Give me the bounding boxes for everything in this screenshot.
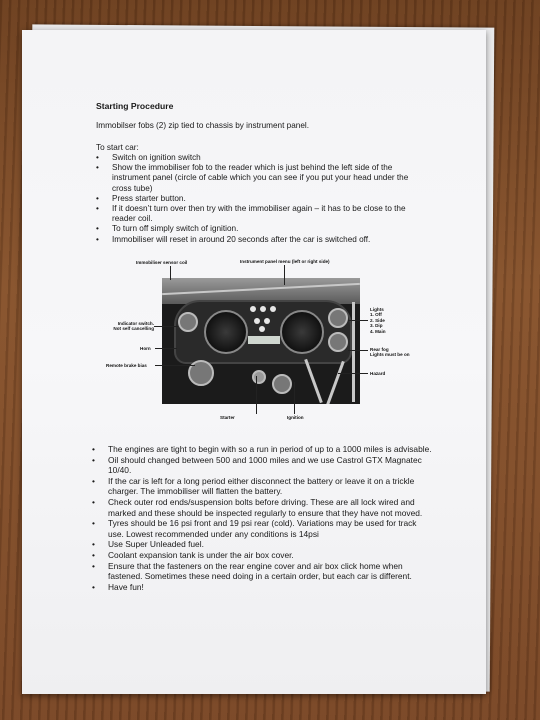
lights-option: 3. Dip [370, 323, 383, 329]
ignition-switch [272, 374, 292, 394]
list-item: • Immobiliser will reset in around 20 seconds after the car is switched off. [96, 235, 426, 245]
page-title: Starting Procedure [96, 101, 174, 111]
lights-option: 4. Main [370, 328, 386, 334]
leader-line [338, 373, 368, 374]
label-horn: Horn [140, 346, 151, 351]
lights-option: 2. Side [370, 317, 385, 323]
frame-tube [326, 361, 345, 404]
lcd-display [248, 336, 280, 344]
list-item: • Oil should changed between 500 and 1000 miles and we use Castrol GTX Magnatec 10/40. [92, 455, 432, 476]
lights-option: 1. Off [370, 312, 382, 318]
warning-lamp [250, 306, 256, 312]
leader-line [348, 320, 368, 321]
indicator-title: Indicator switch. [117, 321, 154, 326]
warning-lamp [264, 318, 270, 324]
list-item: • Tyres should be 16 psi front and 19 psi rear (cold). Variations may be used for track use. Lowest recommended under any conditions is 14psi [92, 518, 432, 539]
label-rear-fog [370, 347, 410, 358]
speed-gauge [280, 310, 324, 354]
leader-line [155, 365, 195, 366]
warning-lamp [270, 306, 276, 312]
rear-fog-switch [328, 332, 348, 352]
list-item: • Ensure that the fasteners on the rear engine cover and air box click home when fastened. Sometimes these need doing in a certain order, but each car is different. [92, 561, 432, 582]
lights-switch [328, 308, 348, 328]
starter-button [252, 370, 266, 384]
label-remote-brake: Remote brake bias [106, 363, 147, 368]
remote-brake-knob [188, 360, 214, 386]
frame-tube [304, 359, 323, 403]
rev-gauge [204, 310, 248, 354]
frame-tube [352, 302, 355, 402]
document-page [22, 30, 486, 694]
label-starter: Starter [220, 415, 235, 420]
leader-line [348, 350, 368, 351]
indicator-note: Not self cancelling [113, 326, 154, 332]
leader-line [170, 266, 171, 280]
list-item: • Switch on ignition switch [96, 153, 426, 163]
leader-line [154, 326, 178, 327]
notes-list [92, 444, 432, 592]
list-item: • Have fun! [92, 582, 432, 593]
leader-line [284, 265, 285, 285]
warning-lamp [260, 306, 266, 312]
leader-line [155, 348, 177, 349]
dash-panel [174, 300, 352, 364]
label-instrument-menu: Instrument panel menu (left or right side) [240, 259, 330, 264]
warning-lamp [254, 318, 260, 324]
list-item: • If it doesn’t turn over then try with the immobiliser again – it has to be close to the reader coil. [96, 204, 426, 224]
instrument-panel-photo [162, 278, 360, 404]
lights-title: Lights [370, 307, 384, 312]
list-item: • The engines are tight to begin with so a run in period of up to a 1000 miles is advisable. [92, 444, 432, 455]
label-indicator [106, 321, 154, 332]
indicator-switch [178, 312, 198, 332]
leader-line [256, 376, 257, 414]
label-ignition: Ignition [287, 415, 304, 420]
intro-text: Immobilser fobs (2) zip tied to chassis by instrument panel. [96, 121, 309, 130]
label-lights [370, 307, 386, 334]
leader-line [294, 382, 295, 414]
start-steps-list [96, 153, 426, 245]
label-immobiliser-coil: Immobiliser sensor coil [136, 260, 188, 265]
label-hazard: Hazard [370, 371, 386, 376]
list-item: • Press starter button. [96, 194, 426, 204]
list-item: • Coolant expansion tank is under the air box cover. [92, 550, 432, 561]
list-item: • Show the immobiliser fob to the reader which is just behind the left side of the instrument panel (circle of cable which you can see if you put your head under the cross tube) [96, 163, 426, 194]
warning-lamp [259, 326, 265, 332]
list-item: • If the car is left for a long period either disconnect the battery or leave it on a trickle charger. The immobiliser will flatten the battery. [92, 476, 432, 497]
rear-fog-note: Lights must be on [370, 352, 410, 358]
rear-fog-title: Rear fog [370, 347, 389, 352]
list-item: • To turn off simply switch of ignition. [96, 224, 426, 234]
to-start-heading: To start car: [96, 143, 139, 152]
list-item: • Use Super Unleaded fuel. [92, 539, 432, 550]
list-item: • Check outer rod ends/suspension bolts before driving. These are all lock wired and marked and these should be inspected regularly to ensure that they have not moved. [92, 497, 432, 518]
